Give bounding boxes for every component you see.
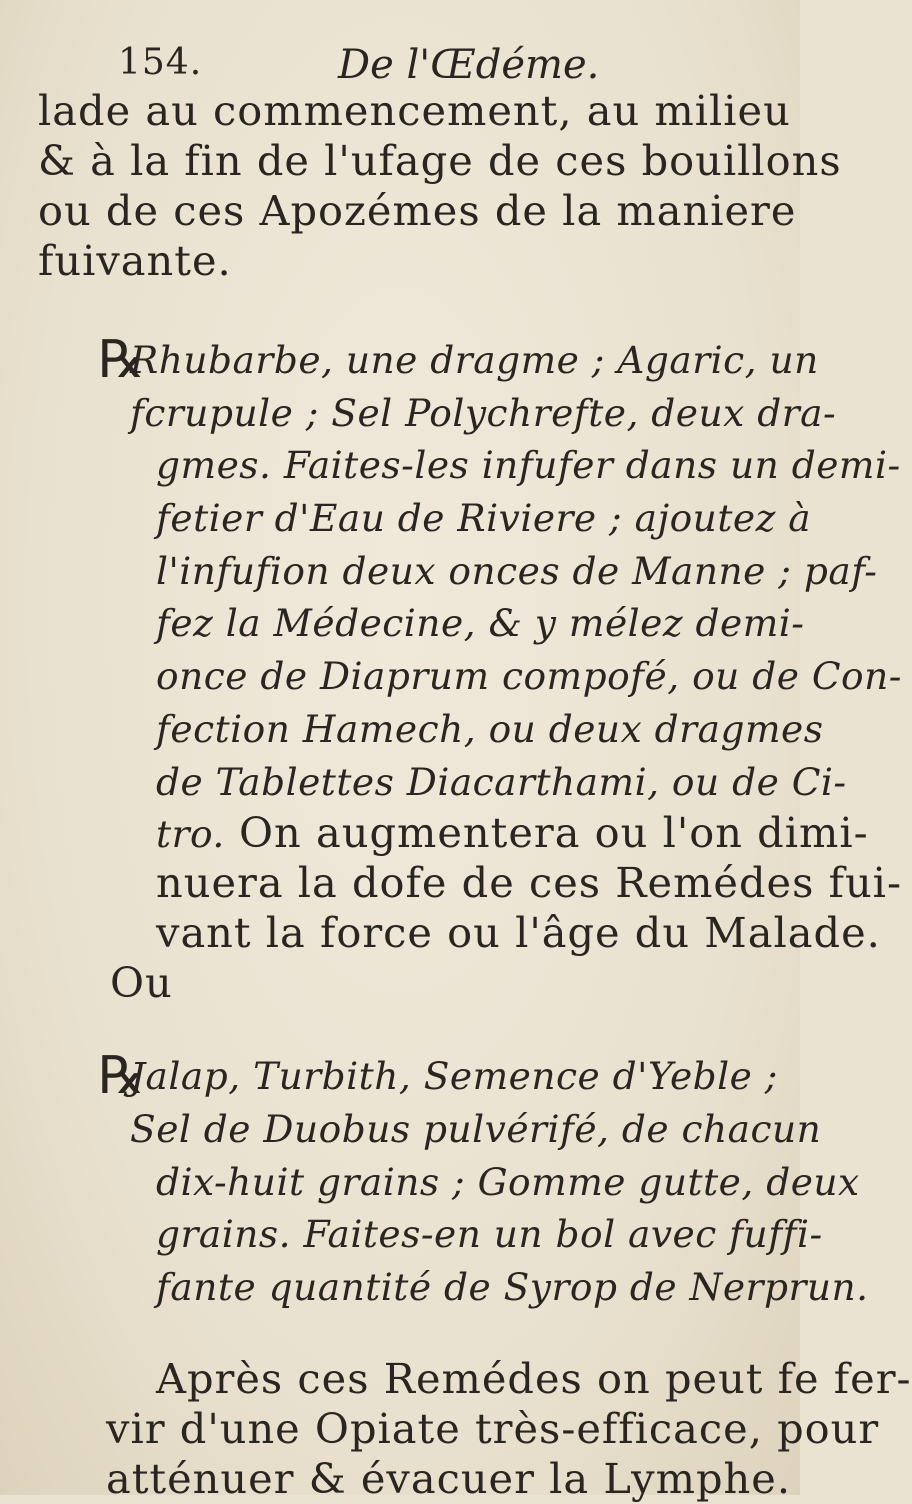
- text-line: vir d'une Opiate très-efficace, pour: [106, 1403, 880, 1453]
- text-line: vant la force ou l'âge du Malade.: [156, 908, 881, 958]
- recipe-second: [38, 1046, 869, 1313]
- text-line: grains. Faites-en un bol avec fuffi-: [156, 1212, 823, 1257]
- recipe-first: [38, 330, 902, 1008]
- paragraph-continued: [38, 86, 842, 286]
- text-line: Après ces Remédes on peut fe fer-: [156, 1353, 912, 1403]
- text-line: & à la fin de l'ufage de ces bouillons: [38, 136, 842, 185]
- or-line: Ou: [110, 958, 173, 1008]
- text-line: fante quantité de Syrop de Nerprun.: [156, 1264, 869, 1309]
- text-line: fcrupule ; Sel Polychrefte, deux dra-: [130, 390, 837, 435]
- text-line: fetier d'Eau de Riviere ; ajoutez à: [156, 496, 812, 541]
- text-line: lade au commencement, au milieu: [38, 86, 791, 135]
- text-line: atténuer & évacuer la Lymphe.: [106, 1453, 792, 1503]
- recipe-symbol: ℞: [98, 330, 145, 390]
- page-number: 154.: [118, 42, 203, 83]
- text-line-mixed: [38, 808, 869, 858]
- text-line: de Tablettes Diacarthami, ou de Ci-: [156, 759, 847, 804]
- text-line: Rhubarbe, une dragme ; Agaric, un: [130, 338, 819, 382]
- text-line: l'infufion deux onces de Manne ; paf-: [156, 548, 878, 593]
- paragraph-closing: [38, 1353, 912, 1504]
- text-line: gmes. Faites-les infufer dans un demi-: [156, 443, 901, 488]
- text-line: Jalap, Turbith, Semence d'Yeble ;: [130, 1054, 778, 1099]
- text-line: fection Hamech, ou deux dragmes: [156, 706, 824, 751]
- text-line: once de Diaprum compofé, ou de Con-: [156, 654, 902, 699]
- text-line: dix-huit grains ; Gomme gutte, deux: [156, 1159, 860, 1204]
- text-line: fuivante.: [38, 236, 232, 285]
- page-body: [38, 86, 912, 1504]
- text-line: ou de ces Apozémes de la maniere: [38, 186, 797, 235]
- text-line: nuera la dofe de ces Remédes fui-: [156, 858, 902, 908]
- text-fragment: tro.: [156, 812, 225, 857]
- text-fragment: On augmentera ou l'on dimi-: [224, 808, 869, 858]
- text-line: fez la Médecine, & y mélez demi-: [156, 601, 805, 646]
- recipe-symbol: ℞: [98, 1046, 145, 1107]
- running-title: De l'Œdéme.: [338, 42, 600, 88]
- text-line: Sel de Duobus pulvérifé, de chacun: [130, 1106, 822, 1151]
